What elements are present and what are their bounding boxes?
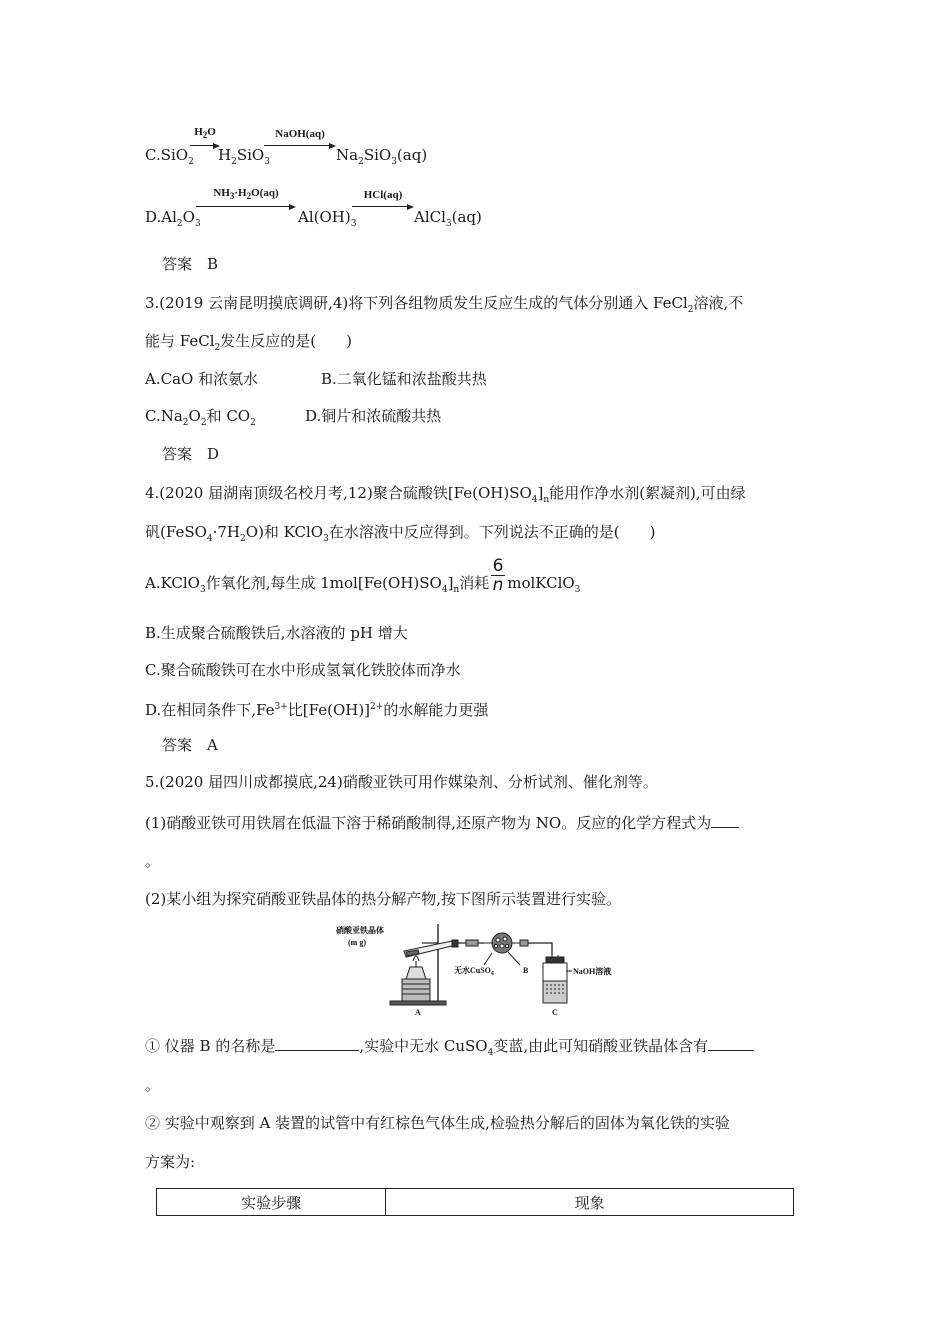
option-d-intermediate: $Al(OH)_3$ [298,208,357,229]
stand-base [390,1001,446,1005]
label-a: A [415,1008,421,1017]
answer-q3: 答案 D [162,445,220,463]
label-c: C [552,1008,558,1017]
reaction-arrow-water: $H_2O$ [190,124,220,148]
q5-part1: (1)硝酸亚铁可用铁屑在低温下溶于稀硝酸制得,还原产物为 NO。反应的化学方程式为 [145,813,739,833]
reaction-arrow-naoh: NaOH(aq) [264,124,336,148]
q4-option-b: B.生成聚合硫酸铁后,水溶液的 pH 增大 [145,624,408,642]
label-naoh: NaOH溶液 [573,967,612,976]
answer-blank-contains[interactable] [708,1036,754,1051]
header-steps: 实验步骤 [157,1189,386,1216]
bottle-stopper [546,957,564,963]
q3-option-b: B.二氧化锰和浓盐酸共热 [321,370,487,388]
label-cuso4: 无水CuSO$_4$ [454,966,494,977]
experiment-table [156,1188,794,1216]
fraction-6-over-n: 6 n [492,556,504,595]
q3-option-a: A.CaO 和浓氨水 [145,370,259,388]
reaction-arrow-ammonia: $NH_3\cdot H_2O(aq)$ [196,185,296,209]
table-header-row [157,1189,794,1216]
q3-stem-line1: 3.(2019 云南昆明摸底调研,4)将下列各组物质发生反应生成的气体分别通入 FeCl$_2$溶液,不 [145,294,744,315]
option-d-product: AlCl$_3$(aq) [414,208,482,229]
q4-option-d: D.在相同条件下$,Fe^{3+}$比$[Fe(OH)]^{2+}$的水解能力更强 [145,701,489,719]
answer-blank-equation[interactable] [711,813,739,828]
q3-option-d: D.铜片和浓硫酸共热 [305,407,442,425]
q4-option-c: C.聚合硫酸铁可在水中形成氢氧化铁胶体而净水 [145,661,461,679]
q5-sub2-line1: ② 实验中观察到 A 装置的试管中有红棕色气体生成,检验热分解后的固体为氧化铁的实验 [145,1114,730,1132]
q5-sub1: ① 仪器 B 的名称是 ,实验中无水 CuSO$_4$变蓝,由此可知硝酸亚铁晶体含有 [145,1036,754,1063]
reaction-arrow-hcl: HCl(aq) [352,185,414,209]
q3-stem-line2: 能与 FeCl$_2$发生反应的是( ) [145,332,352,353]
option-c-product: $Na_2SiO_3(aq)$ [336,146,428,167]
label-mass: (m g) [348,938,366,947]
q4-option-a: A.KClO$_3$作氧化剂,每生成 $1mol[Fe(OH)SO_4]_n$消耗 molKClO$_3$ [145,574,581,595]
label-crystal: 硝酸亚铁晶体 [336,926,384,935]
alcohol-lamp [406,967,426,979]
option-c-intermediate: $H_2SiO_3$ [218,146,270,167]
option-d-line: $D.Al_2O_3$ [145,208,201,229]
wooden-block [402,979,430,1001]
flame-icon [413,956,419,961]
answer-q4: 答案 A [162,736,218,754]
answer-blank-instrument[interactable] [275,1036,359,1051]
q4-stem-line2: 矾$(FeSO_4\cdot 7H_2O)$和 KClO$_3$在水溶液中反应得到。下列说法不正确的是( ) [145,523,656,544]
header-phenomena: 现象 [386,1189,794,1216]
q5-sub1-end: 。 [145,1076,161,1094]
q4-stem-line1: 4.(2020 届湖南顶级名校月考,12)聚合硫酸铁$[Fe(OH)SO_4]_n$能用作净水剂(絮凝剂),可由绿 [145,484,746,505]
q3-option-c: $C.Na_2O_2$和 $CO_2$ [145,407,256,428]
option-c-line: C.SiO$_2$ [145,146,194,167]
q5-stem: 5.(2020 届四川成都摸底,24)硝酸亚铁可用作媒染剂、分析试剂、催化剂等。 [145,773,658,791]
answer-q2: 答案 B [162,255,219,273]
q5-part2: (2)某小组为探究硝酸亚铁晶体的热分解产物,按下图所示装置进行实验。 [145,890,622,908]
label-b: B [523,966,529,975]
drying-bulb-b [492,933,512,953]
q5-part1-end: 。 [145,852,161,870]
q5-sub2-line2: 方案为: [145,1153,196,1171]
apparatus-figure [334,919,624,1017]
